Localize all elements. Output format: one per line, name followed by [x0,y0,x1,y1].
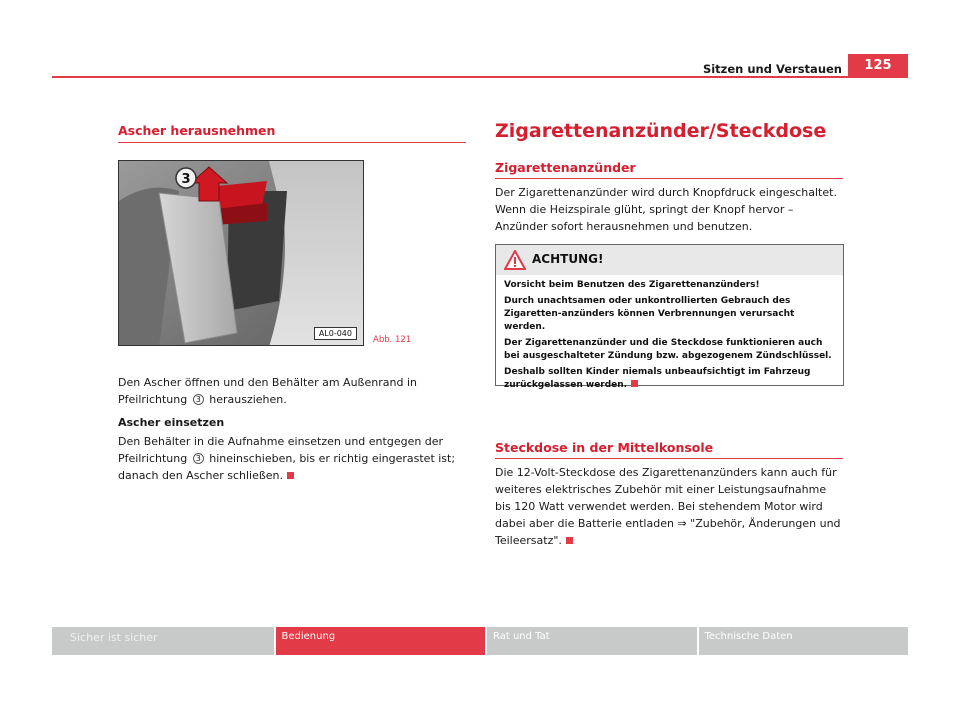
footer-tabs [52,627,908,655]
page-number: 125 [848,54,908,78]
heading-rule [118,142,466,143]
section-heading-ascher [118,123,466,143]
warning-body [496,275,843,399]
heading-steckdose: Steckdose in der Mittelkonsole [495,440,714,455]
para2-text-b: hineinschieben, bis er richtig eingerastet ist; danach den Ascher schließen. [118,452,456,482]
page-title: Zigarettenanzünder/Steckdose [495,120,827,142]
section-heading-zigarettenanzuender [495,160,843,179]
figure-ashtray [118,160,364,346]
figure-callout: 3 [181,172,191,187]
warning-p4 [504,366,835,392]
paragraph-zigarettenanzuender: Der Zigarettenanzünder wird durch Knopfdruck eingeschaltet. Wenn die Heizspirale glüht, springt der Knopf hervor – Anzünder sofort herausnehmen und benutzen. [495,186,837,233]
tab-technische-daten[interactable]: Technische Daten [699,627,909,655]
left-body [118,374,468,484]
warning-triangle-icon [504,250,526,270]
warning-title: ACHTUNG! [532,252,604,266]
steckdose-text: Die 12-Volt-Steckdose des Zigarettenanzünders kann auch für weiteres elektrisches Zubehör mit einer Leistungsaufnahme bis 120 Watt verwendet werden. Bei stehendem Motor wird dabei aber die Batterie entladen ⇒ "Zubehör, Änderungen und Teileersatz". [495,466,841,547]
end-marker-icon [287,472,294,479]
para1-text-b: herausziehen. [209,393,287,406]
heading-rule [495,458,843,459]
tab-rat-und-tat[interactable]: Rat und Tat [487,627,697,655]
paragraph-steckdose [495,464,845,549]
heading-ascher-herausnehmen: Ascher herausnehmen [118,123,276,138]
heading-zigarettenanzuender: Zigarettenanzünder [495,160,636,175]
warning-p4-text: Deshalb sollten Kinder niemals unbeaufsichtigt im Fahrzeug zurückgelassen werden. [504,367,811,390]
warning-p1: Vorsicht beim Benutzen des Zigarettenanzünders! [504,280,760,290]
end-marker-icon [566,537,573,544]
header-rule [52,76,908,78]
figure-label: Abb. 121 [373,335,412,345]
callout-3-ref: 3 [193,394,204,405]
warning-header [496,245,843,275]
section-heading-steckdose [495,440,843,459]
header-title: Sitzen und Verstauen [702,62,842,76]
warning-p3: Der Zigarettenanzünder und die Steckdose funktionieren auch bei ausgeschalteter Zündung bzw. abgezogenem Zündschlüssel. [504,338,832,361]
para2-text-a: Den Behälter in die Aufnahme einsetzen und entgegen der Pfeilrichtung [118,435,444,465]
figure-code: AL0-040 [314,327,357,340]
end-marker-icon [631,380,638,387]
heading-rule [495,178,843,179]
subheading-ascher-einsetzen: Ascher einsetzen [118,416,225,429]
paragraph-einsetzen [118,433,468,484]
warning-box [495,244,844,390]
tab-bedienung[interactable]: Bedienung [276,627,486,655]
para1-text-a: Den Ascher öffnen und den Behälter am Außenrand in Pfeilrichtung [118,376,417,406]
callout-3-ref: 3 [193,453,204,464]
tab-sicher-ist-sicher[interactable]: Sicher ist sicher [52,627,274,655]
ashtray-illustration [119,161,364,346]
warning-p2: Durch unachtsamen oder unkontrollierten Gebrauch des Zigaretten-anzünders können Verbrennungen verursacht werden. [504,296,795,332]
paragraph-herausnehmen [118,374,468,408]
